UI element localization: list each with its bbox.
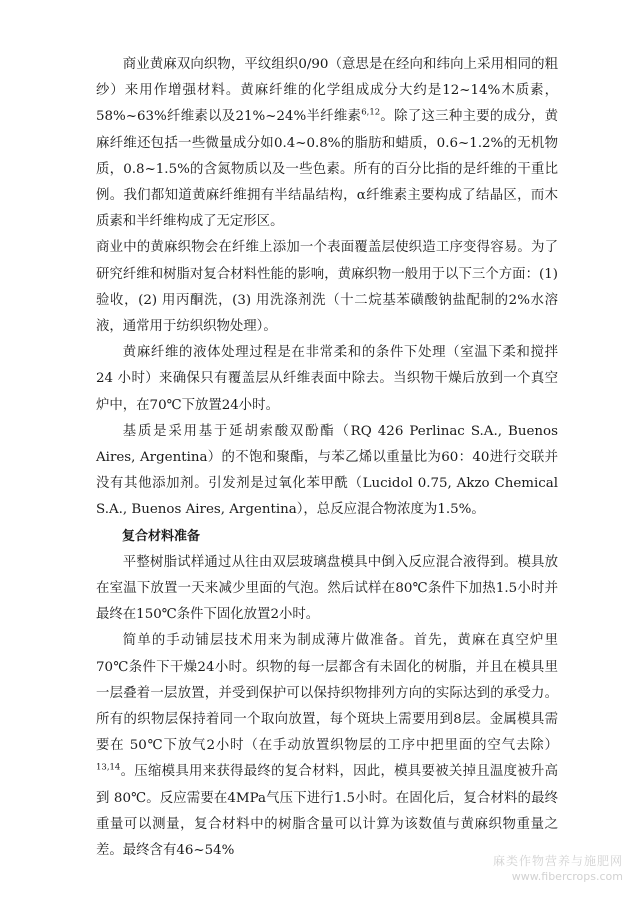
watermark-url: www.fibercrops.com xyxy=(511,870,623,883)
paragraph-text: 商业中的黄麻织物会在纤维上添加一个表面覆盖层使织造工序变得容易。为了研究纤维和树脂对复合材料性能的影响，黄麻织物一般用于以下三个方面：(1) 验收，(2) 用丙酮洗，(3) 用洗涤剂洗（十二烷基苯磺酸钠盐配制的2%水溶液，通常用于纺织织物处理）。 xyxy=(96,240,558,335)
watermark-text: 麻类作物营养与施肥网 xyxy=(492,854,623,868)
paragraph-text: 。压缩模具用来获得最终的复合材料，因此，模具要被关掉且温度被升高到 80℃。反应需要在4MPa气压下进行1.5小时。在固化后，复合材料的最终重量可以测量，复合材料中的树脂含量可以计算为该数值与黄麻织物重量之差。最终含有46~54% xyxy=(96,764,558,859)
citation-superscript: 6,12 xyxy=(361,107,381,118)
paragraph xyxy=(96,52,558,235)
document-body xyxy=(96,52,558,864)
paragraph-text: 平整树脂试样通过从往由双层玻璃盘模具中倒入反应混合液得到。模具放在室温下放置一天来减少里面的气泡。然后试样在80℃条件下加热1.5小时并最终在150℃条件下固化放置2小时。 xyxy=(96,554,558,623)
paragraph-text: 基质是采用基于延胡索酸双酚酯（RQ 426 Perlinac S.A., Buenos Aires, Argentina）的不饱和聚酯，与苯乙烯以重量比为60：40进行交联并没有其他添加剂。引发剂是过氧化苯甲酰（Lucidol 0.75, Akzo Chemical S.A., Buenos Aires, Argentina），总反应混合物浓度为1.5%。 xyxy=(96,423,558,518)
paragraph xyxy=(96,628,558,864)
paragraph-text: 。除了这三种主要的成分，黄麻纤维还包括一些微量成分如0.4~0.8%的脂肪和蜡质，0.6~1.2%的无机物质，0.8~1.5%的含氮物质以及一些色素。所有的百分比指的是纤维的干重比例。我们都知道黄麻纤维拥有半结晶结构，α纤维素主要构成了结晶区，而木质素和半纤维构成了无定形区。 xyxy=(96,109,558,230)
site-watermark xyxy=(493,852,623,883)
paragraph-text: 复合材料准备 xyxy=(122,528,201,544)
paragraph-text: 黄麻纤维的液体处理过程是在非常柔和的条件下处理（室温下柔和搅拌 24 小时）来确保只有覆盖层从纤维表面中除去。当织物干燥后放到一个真空炉中，在70℃下放置24小时。 xyxy=(96,345,558,413)
citation-superscript: 13,14 xyxy=(96,763,121,774)
section-heading xyxy=(96,524,558,550)
paragraph-text: 商业黄麻双向织物，平纹组织0/90（意思是在经向和纬向上采用相同的粗纱）来用作增强材料。黄麻纤维的化学组成成分大约是12~14%木质素，58%~63%纤维素以及21%~24%半纤维素 xyxy=(96,57,558,125)
paragraph xyxy=(96,340,558,419)
paragraph xyxy=(96,419,558,524)
paragraph-text: 简单的手动铺层技术用来为制成薄片做准备。首先，黄麻在真空炉里 70℃条件下干燥24小时。织物的每一层都含有未固化的树脂，并且在模具里一层叠着一层放置，并受到保护可以保持织物排列方向的实际达到的承受力。所有的织物层保持着同一个取向放置，每个斑块上需要用到8层。金属模具需要在 50℃下放气2小时（在手动放置织物层的工序中把里面的空气去除） xyxy=(96,633,558,754)
paragraph xyxy=(96,550,558,629)
paragraph xyxy=(96,235,558,340)
